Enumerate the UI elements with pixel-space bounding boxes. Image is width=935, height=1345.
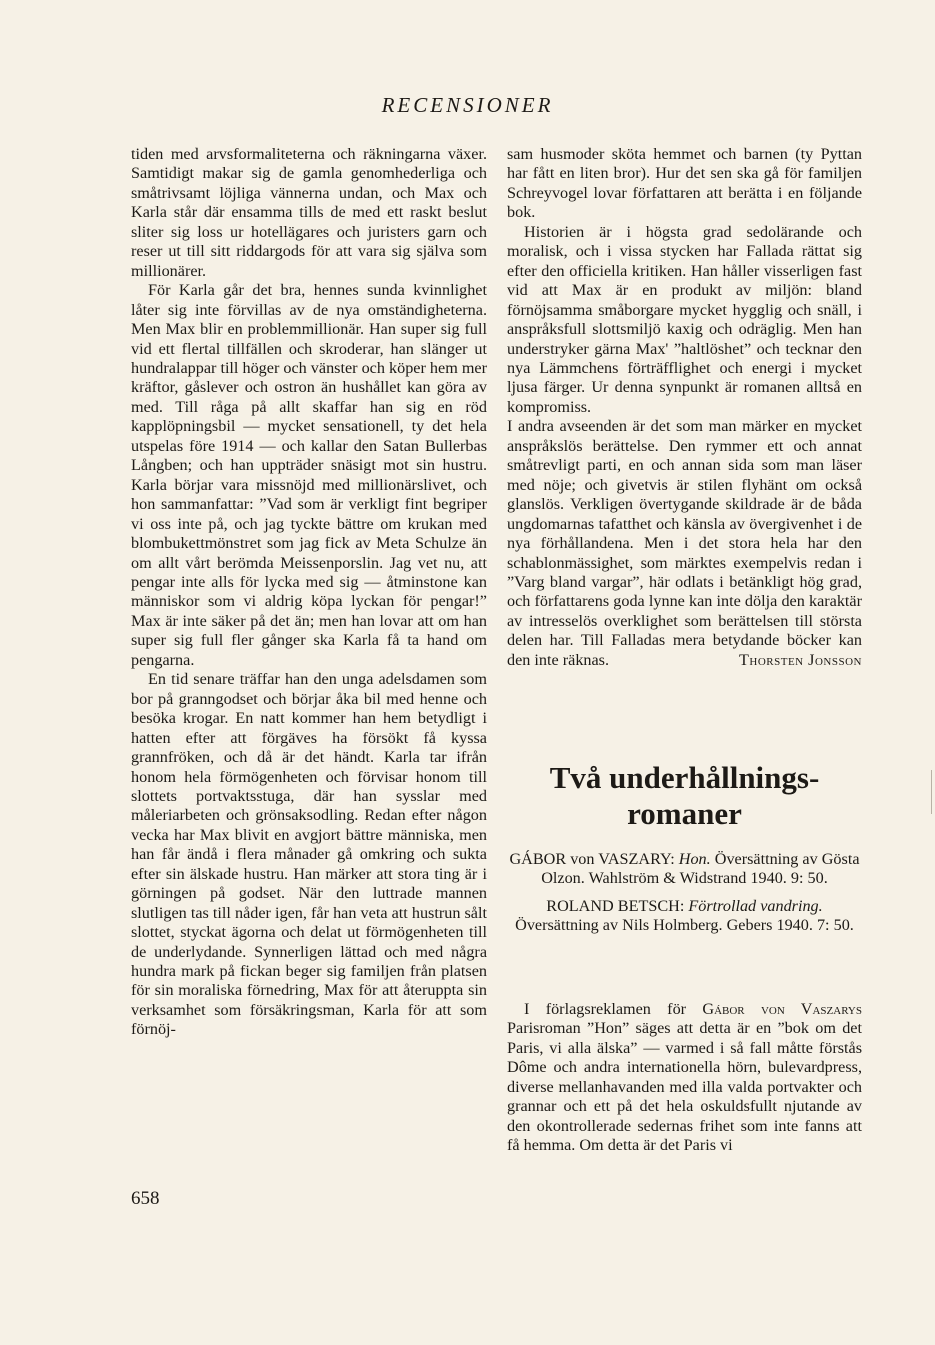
bibliography xyxy=(507,850,862,944)
article-body xyxy=(507,1000,862,1156)
book-entry-2 xyxy=(507,897,862,936)
book-entry-1 xyxy=(507,850,862,889)
article-paragraph-1 xyxy=(507,1000,862,1156)
page-number: 658 xyxy=(131,1188,160,1209)
running-head: RECENSIONER xyxy=(381,93,554,117)
left-column xyxy=(131,145,487,1040)
article-body-rest: Parisroman ”Hon” säges att detta är en ”bok om det Paris, vi alla älska” — varmed i så fall måtte förstås Dôme och andra internationella hörn, bulevardpress, diverse mellanhavanden med illa valda portvakter och grannar och ett på det hela oskuldsfullt njutande av den okontrollerade sedernas frihet som inte fanns att få hemma. Om detta är det Paris vi xyxy=(507,1019,862,1155)
article-body-name: Gábor von Vaszarys xyxy=(702,1000,862,1018)
right-paragraph-3: I andra avseenden är det som man märker en mycket anspråkslös berättelse. Den rymmer ett och annat småtrevligt parti, en och annan sida som man läser med nöje; och givetvis är stilen flyhänt om också glanslös. Verkligen övertygande skildrade är de båda ungdomarnas tafatthet och känsla av övergivenhet i de nya förhållandena. Men i det stora hela har den schablonmässighet, som märktes exempelvis redan i ”Varg bland vargar”, här odlats i betänkligt hög grad, och författarens goda lynne kan inte dölja den karaktär av intresselös overklighet som berättelsen till största delen har. Till Falladas mera betydande böcker kan den inte räknas. xyxy=(507,417,862,669)
article-title-line-1: Två underhållnings- xyxy=(549,760,820,795)
right-column xyxy=(507,145,862,670)
book2-details: Översättning av Nils Holmberg. Gebers 1940. 7: 50. xyxy=(515,916,854,935)
book1-title: Hon. xyxy=(678,850,711,868)
book2-title: Förtrollad vandring. xyxy=(688,896,823,915)
article-title-line-2: romaner xyxy=(627,796,742,831)
left-paragraph-1: tiden med arvsformaliteterna och räkningarna växer. Samtidigt makar sig de gamla genomhederliga och småtrivsamt löjliga vännerna undan, och Max och Karla står där ensamma tills de med ett raskt beslut sliter sig loss ur hotellägares och juristers garn och reser ut till sitt riddargods för att vara sig själva som millionärer. xyxy=(131,145,487,280)
book2-author: ROLAND BETSCH: xyxy=(546,896,685,915)
page-edge-mark xyxy=(929,770,932,814)
right-paragraph-1: sam husmoder sköta hemmet och barnen (ty Pyttan har fått en liten bror). Hur det sen ska gå för familjen Schreyvogel lovar författaren att berätta i en följande bok. xyxy=(507,145,862,222)
right-paragraph-2: Historien är i högsta grad sedolärande och moralisk, och i vissa stycken har Fallada rättat sig efter den officiella kritiken. Han håller visserligen fast vid att Max är en produkt av miljön: bland förnöjsamma småborgare mycket hygglig och snäll, i anspråksfull slottsmiljö kaxig och odräglig. Men han understryker gärna Max' ”haltlöshet” och tecknar den nya Lämmchens förträfflighet och energi i mycket ljusa färger. Ur denna synpunkt är romanen alltså en kompromiss. xyxy=(507,222,862,416)
article-body-lead: I förlagsreklamen för xyxy=(524,1000,687,1018)
book1-details: Översättning av Gösta Olzon. Wahlström & Widstrand 1940. 9: 50. xyxy=(541,850,860,888)
left-paragraph-3: En tid senare träffar han den unga adelsdamen som bor på granngodset och börjar åka bil med henne och besöka krogar. En natt kommer han hem betydligt i hatten efter att förgäves ha försökt få kyssa grannfröken, och då är det händt. Karla tar ifrån honom hela förmögenheten och förvisar honom till slottets portvaktsstuga, där han sysslar med måleriarbeten och grönsaksodling. Redan efter någon vecka har Max blivit en avgjort bättre människa, men han får ändå i flera månader gå omkring och sukta efter sin älskade hustru. Han märker att stora ting är i görningen på godset. När den luttrade mannen slutligen tas till nåder igen, får han veta att hustrun sålt slottet, styckat ägorna och delat ut förmögenheten till de underlydande. Synnerligen lättad och med några hundra mark på fickan beger sig familjen från platsen för sin moraliska förnedring, Max för att återuppta sin verksamhet som försäkringsman, Karla för att som förnöj- xyxy=(131,670,487,1039)
book1-author: GÁBOR von VASZARY: xyxy=(509,850,675,868)
article-title xyxy=(507,760,862,832)
right-paragraph-3-wrap xyxy=(507,417,862,670)
left-paragraph-2: För Karla går det bra, hennes sunda kvinnlighet låter sig inte förvillas av de nya omständigheterna. Men Max blir en problemmillionär. Han super sig full vid ett flertal tillfällen och skroderar, han slänger ut hundralappar till höger och vänster och köper hem mer kräftor, gåslever och ostron än hushållet kan göra av med. Till råga på allt skaffar han sig en röd kapplöpningsbil — mycket sensationell, ty det hela utspelas före 1914 — och kallar den Satan Bullerbas Långben; och han uppträder snäsigt mot sin hustru. Karla börjar vara missnöjd med millionärslivet, och hon sammanfattar: ”Vad som är verkligt fint begriper vi oss inte på, och jag tyckte bättre om krukan med blombukettmönstret som jag fick av Meta Schulze än om allt vårt berömda Meissenporslin. Jag vet nu, att pengar inte alls för lycka med sig — åtminstone kan människor som vi aldrig köpa lyckan för pengar!” Max är inte säker på det än; men han lovar att om han super sig full fler gånger ska Karla få ta hand om pengarna. xyxy=(131,281,487,669)
review-signature: Thorsten Jonsson xyxy=(739,650,862,669)
